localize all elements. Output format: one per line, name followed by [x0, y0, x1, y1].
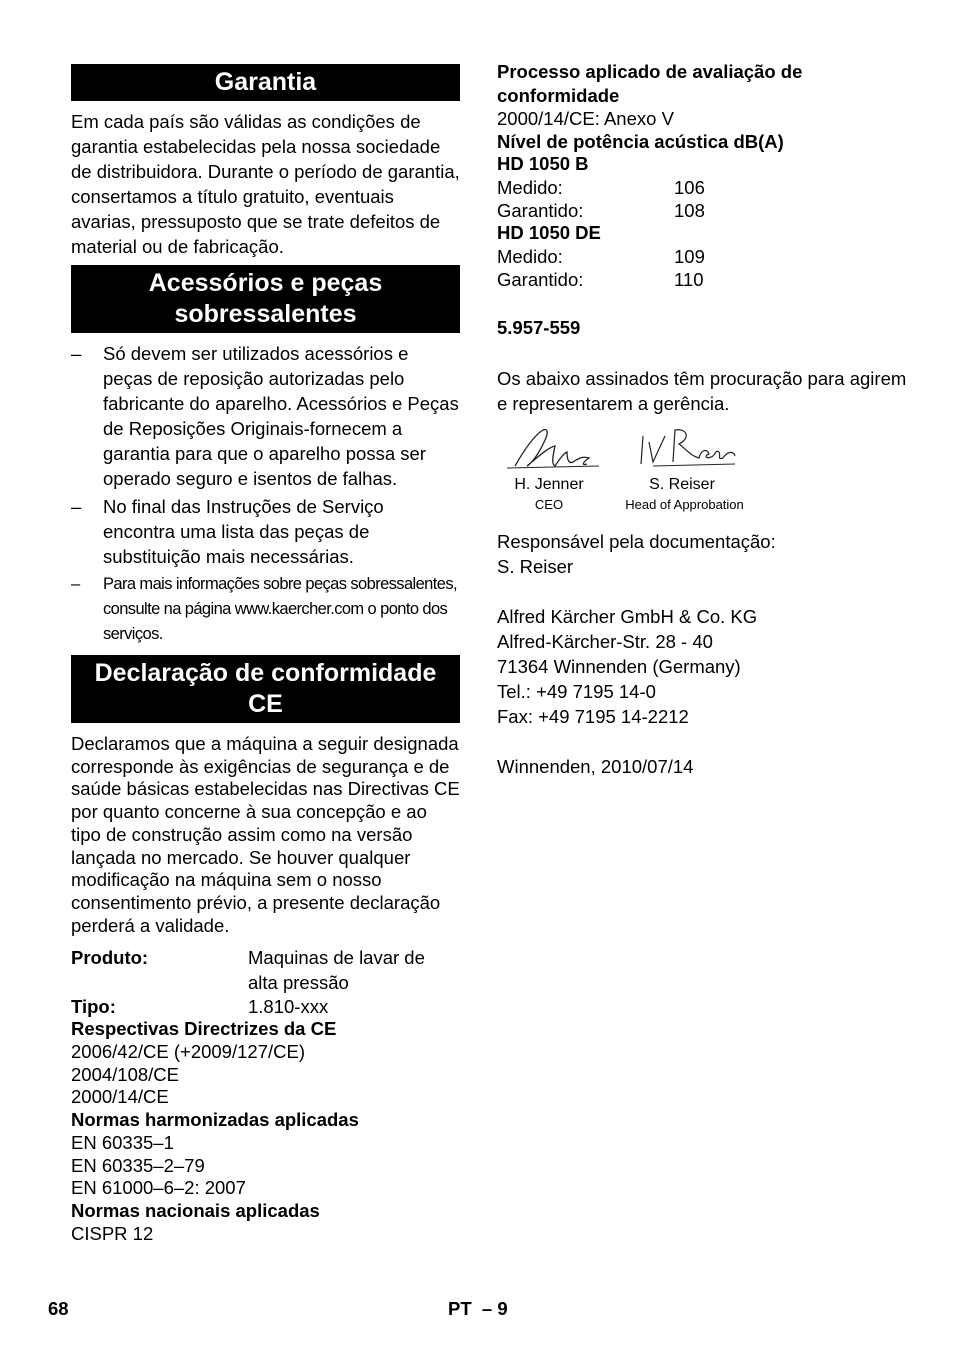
measure-value: 106 — [674, 177, 705, 199]
dash-bullet: – — [71, 343, 82, 364]
dash-bullet: – — [71, 575, 80, 593]
section-marker: PT – 9 — [448, 1298, 508, 1319]
address-line: Tel.: +49 7195 14-0 — [497, 680, 656, 702]
left-column — [71, 64, 460, 1245]
measure-value: 110 — [674, 268, 704, 290]
measure-label: Garantido: — [497, 200, 584, 222]
signer-name: H. Jenner — [514, 475, 584, 493]
measure-row — [497, 199, 917, 222]
list-item-text: Só devem ser utilizados acessórios e peças de reposição autorizadas pelo fabricante do aparelho. Acessórios e Peças de Reposições Originais-fornecem a garantia para que o aparelho possa ser operado seguro e isentos de falhas. — [103, 343, 459, 489]
process-value: 2000/14/CE: Anexo V — [497, 108, 674, 129]
list-item-text: Para mais informações sobre peças sobressalentes, consulte na página www.kaercher.com o ponto dos serviços. — [103, 575, 457, 643]
national-norms-label: Normas nacionais aplicadas — [71, 1199, 320, 1221]
signer-name: S. Reiser — [649, 475, 715, 493]
norm-item: EN 60335–1 — [71, 1131, 174, 1153]
measure-value: 108 — [674, 200, 705, 222]
document-number: 5.957-559 — [497, 316, 581, 338]
type-value: 1.810-xxx — [248, 996, 329, 1018]
page-number: 68 — [48, 1298, 69, 1319]
responsible-name: S. Reiser — [497, 555, 574, 577]
list-item — [71, 494, 460, 569]
sound-label: Nível de potência acústica dB(A) — [497, 130, 784, 152]
place-date: Winnenden, 2010/07/14 — [497, 755, 694, 777]
list-item — [71, 341, 460, 491]
product-info — [71, 945, 460, 1245]
norm-item: EN 61000–6–2: 2007 — [71, 1177, 246, 1199]
product-value-line: Maquinas de lavar de — [248, 947, 425, 969]
heading-line: Declaração de conformidade — [94, 659, 437, 687]
product-value — [248, 945, 460, 995]
norms-label: Normas harmonizadas aplicadas — [71, 1109, 359, 1131]
address-line: 71364 Winnenden (Germany) — [497, 655, 741, 677]
warranty-text: Em cada país são válidas as condições de garantia estabelecidas pela nossa sociedade de distribuidora. Durante o período de garantia, consertamos a título gratuito, eventuais avarias, pressuposto que se trate defeitos de material ou de fabricação. — [71, 111, 460, 257]
measure-row — [497, 176, 917, 199]
type-row — [71, 995, 460, 1018]
right-column — [497, 60, 917, 779]
dash-bullet: – — [71, 496, 82, 517]
national-norm-item: CISPR 12 — [71, 1222, 154, 1244]
address-line: Fax: +49 7195 14-2212 — [497, 705, 689, 727]
measure-row — [497, 268, 917, 291]
section-heading-warranty: Garantia — [71, 64, 460, 101]
process-label: Processo aplicado de avaliação de conformidade — [497, 61, 803, 106]
signer-title: CEO — [534, 496, 564, 512]
heading-line: Acessórios e peças — [148, 269, 383, 297]
heading-line: CE — [248, 690, 283, 718]
model-name: HD 1050 B — [497, 153, 589, 175]
address-line: Alfred-Kärcher-Str. 28 - 40 — [497, 630, 713, 652]
directives-label: Respectivas Directrizes da CE — [71, 1018, 337, 1040]
product-value-line: alta pressão — [248, 972, 349, 994]
directive-item: 2004/108/CE — [71, 1063, 180, 1085]
signature-block — [497, 422, 917, 512]
signer-title: Head of Approbation — [625, 496, 744, 512]
measure-label: Medido: — [497, 177, 563, 199]
list-item — [71, 572, 460, 647]
type-label: Tipo: — [71, 996, 116, 1018]
directive-item: 2006/42/CE (+2009/127/CE) — [71, 1041, 305, 1063]
signatories-text: Os abaixo assinados têm procuração para agirem e representarem a gerência. — [497, 367, 907, 414]
product-row — [71, 945, 460, 995]
measure-value: 109 — [674, 245, 705, 267]
company-address — [497, 604, 917, 729]
list-item-text: No final das Instruções de Serviço encontra uma lista das peças de substituição mais necessárias. — [103, 496, 384, 567]
model-name: HD 1050 DE — [497, 222, 601, 244]
measure-label: Garantido: — [497, 268, 584, 290]
declaration-text: Declaramos que a máquina a seguir designada corresponde às exigências de segurança e de saúde básicas estabelecidas nas Directivas CE por quanto concerne à sua concepção e ao tipo de construção assim como na versão lançada no mercado. Se houver qualquer modificação na máquina sem o nosso consentimento prévio, a presente declaração perderá a validade. — [71, 733, 460, 936]
product-label: Produto: — [71, 947, 149, 969]
norm-item: EN 60335–2–79 — [71, 1154, 205, 1176]
address-line: Alfred Kärcher GmbH & Co. KG — [497, 605, 758, 627]
signature-image — [503, 422, 763, 482]
accessories-list — [71, 341, 460, 647]
measure-row — [497, 245, 917, 268]
heading-line: sobressalentes — [174, 300, 357, 328]
measure-label: Medido: — [497, 245, 563, 267]
responsible-label: Responsável pela documentação: — [497, 530, 776, 552]
section-heading-accessories — [71, 265, 460, 333]
section-heading-declaration — [71, 655, 460, 723]
directive-item: 2000/14/CE — [71, 1086, 169, 1108]
